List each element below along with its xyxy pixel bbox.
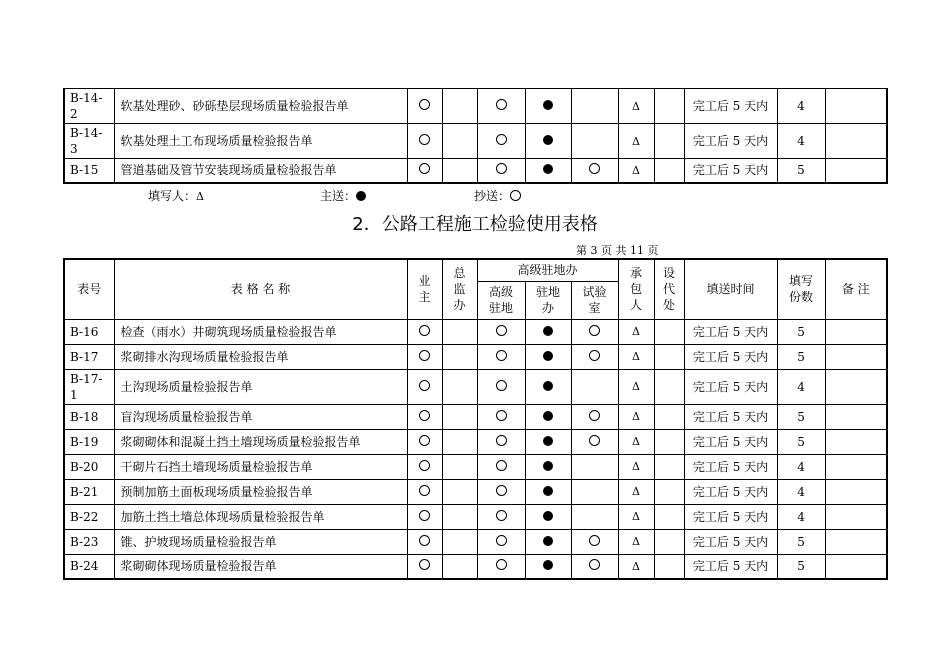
cell-resident-office — [525, 124, 571, 159]
cell-contractor — [618, 504, 654, 529]
row-code: B-19 — [64, 429, 114, 454]
header-remark: 备 注 — [825, 259, 887, 319]
open-circle-icon — [496, 435, 507, 446]
open-circle-icon — [419, 559, 430, 570]
open-circle-icon — [419, 99, 430, 110]
row-form-name: 软基处理砂、砂砾垫层现场质量检验报告单 — [114, 89, 407, 124]
row-form-name: 土沟现场质量检验报告单 — [114, 369, 407, 404]
triangle-icon: Δ — [632, 350, 640, 363]
cell-lab — [571, 89, 618, 124]
cell-owner — [407, 89, 442, 124]
open-circle-icon — [496, 510, 507, 521]
filled-circle-icon — [543, 100, 553, 110]
cell-remark — [825, 124, 887, 159]
cell-supervisor — [442, 89, 477, 124]
filled-circle-icon — [543, 381, 553, 391]
cell-resident-office — [525, 319, 571, 344]
cell-agent — [654, 369, 684, 404]
open-circle-icon — [496, 350, 507, 361]
row-code: B-14- 2 — [64, 89, 114, 124]
open-circle-icon — [496, 485, 507, 496]
cell-contractor — [618, 429, 654, 454]
row-code: B-18 — [64, 404, 114, 429]
header-lab: 试验 室 — [571, 281, 618, 319]
cell-agent — [654, 504, 684, 529]
header-supervisor: 总 监 办 — [442, 259, 477, 319]
inspection-forms-table — [63, 258, 888, 580]
filled-circle-icon — [543, 436, 553, 446]
row-code: B-22 — [64, 504, 114, 529]
cell-remark — [825, 429, 887, 454]
cell-lab — [571, 344, 618, 369]
cell-contractor — [618, 159, 654, 183]
cell-resident-office — [525, 479, 571, 504]
row-form-name: 预制加筋土面板现场质量检验报告单 — [114, 479, 407, 504]
cell-resident-office — [525, 344, 571, 369]
cell-agent — [654, 319, 684, 344]
row-code: B-17- 1 — [64, 369, 114, 404]
cell-resident-office — [525, 404, 571, 429]
open-circle-icon — [419, 485, 430, 496]
cell-resident — [477, 554, 525, 579]
row-send-time: 完工后 5 天内 — [684, 159, 777, 183]
cell-agent — [654, 159, 684, 183]
table-row — [64, 554, 887, 579]
cell-supervisor — [442, 369, 477, 404]
triangle-icon: Δ — [632, 559, 640, 573]
table-row — [64, 504, 887, 529]
open-circle-icon — [496, 99, 507, 110]
cell-contractor — [618, 369, 654, 404]
open-circle-icon — [496, 410, 507, 421]
row-copies: 5 — [777, 529, 825, 554]
table-row — [64, 404, 887, 429]
row-send-time: 完工后 5 天内 — [684, 319, 777, 344]
open-circle-icon — [419, 163, 430, 174]
cell-contractor — [618, 454, 654, 479]
row-send-time: 完工后 5 天内 — [684, 89, 777, 124]
cell-agent — [654, 344, 684, 369]
cell-supervisor — [442, 529, 477, 554]
filled-circle-icon — [543, 135, 553, 145]
cell-lab — [571, 159, 618, 183]
cell-contractor — [618, 344, 654, 369]
cell-lab — [571, 554, 618, 579]
open-circle-icon — [419, 510, 430, 521]
cell-contractor — [618, 529, 654, 554]
cell-supervisor — [442, 159, 477, 183]
filled-circle-icon — [543, 511, 553, 521]
triangle-icon: Δ — [632, 535, 640, 548]
cell-agent — [654, 89, 684, 124]
row-copies: 4 — [777, 504, 825, 529]
cell-owner — [407, 529, 442, 554]
row-code: B-17 — [64, 344, 114, 369]
cell-supervisor — [442, 429, 477, 454]
cell-resident — [477, 479, 525, 504]
row-code: B-20 — [64, 454, 114, 479]
cell-lab — [571, 429, 618, 454]
table-row — [64, 159, 887, 183]
triangle-icon: Δ — [632, 163, 640, 177]
row-code: B-14- 3 — [64, 124, 114, 159]
cell-resident-office — [525, 554, 571, 579]
cell-supervisor — [442, 344, 477, 369]
open-circle-icon — [496, 460, 507, 471]
open-circle-icon — [496, 559, 507, 570]
open-circle-icon — [496, 380, 507, 391]
row-code: B-24 — [64, 554, 114, 579]
cell-owner — [407, 454, 442, 479]
cell-remark — [825, 554, 887, 579]
open-circle-icon — [419, 410, 430, 421]
cell-resident — [477, 404, 525, 429]
cell-agent — [654, 124, 684, 159]
cell-supervisor — [442, 479, 477, 504]
row-send-time: 完工后 5 天内 — [684, 554, 777, 579]
cell-lab — [571, 479, 618, 504]
table-row — [64, 124, 887, 159]
cell-contractor — [618, 124, 654, 159]
filled-circle-icon — [543, 326, 553, 336]
cell-agent — [654, 529, 684, 554]
row-copies: 4 — [777, 89, 825, 124]
row-code: B-15 — [64, 159, 114, 183]
cell-contractor — [618, 554, 654, 579]
open-circle-icon — [419, 435, 430, 446]
row-code: B-21 — [64, 479, 114, 504]
row-form-name: 检查（雨水）井砌筑现场质量检验报告单 — [114, 319, 407, 344]
row-send-time: 完工后 5 天内 — [684, 404, 777, 429]
cell-remark — [825, 479, 887, 504]
open-circle-icon — [496, 535, 507, 546]
row-send-time: 完工后 5 天内 — [684, 124, 777, 159]
cell-owner — [407, 344, 442, 369]
header-send-time: 填送时间 — [684, 259, 777, 319]
open-circle-icon — [419, 134, 430, 145]
row-copies: 4 — [777, 124, 825, 159]
open-circle-icon — [589, 325, 600, 336]
open-circle-icon — [589, 163, 600, 174]
triangle-icon: Δ — [632, 99, 640, 113]
cell-supervisor — [442, 554, 477, 579]
filled-circle-icon — [543, 164, 553, 174]
table-row — [64, 319, 887, 344]
open-circle-icon — [496, 325, 507, 336]
cell-agent — [654, 404, 684, 429]
legend-cc: 抄送： — [474, 187, 521, 204]
row-form-name: 软基处理土工布现场质量检验报告单 — [114, 124, 407, 159]
row-copies: 4 — [777, 369, 825, 404]
continuation-table — [63, 88, 888, 184]
cell-supervisor — [442, 404, 477, 429]
cell-owner — [407, 404, 442, 429]
row-copies: 5 — [777, 344, 825, 369]
cell-remark — [825, 319, 887, 344]
open-circle-icon — [589, 350, 600, 361]
cell-resident — [477, 159, 525, 183]
row-form-name: 干砌片石挡土墙现场质量检验报告单 — [114, 454, 407, 479]
header-owner: 业 主 — [407, 259, 442, 319]
cell-owner — [407, 554, 442, 579]
header-resident-group: 高级驻地办 — [477, 259, 618, 281]
cell-resident — [477, 429, 525, 454]
triangle-icon: Δ — [632, 485, 640, 498]
open-circle-icon — [589, 410, 600, 421]
table-row — [64, 529, 887, 554]
open-circle-icon — [496, 163, 507, 174]
header-agent: 设 代 处 — [654, 259, 684, 319]
cell-owner — [407, 504, 442, 529]
cell-contractor — [618, 479, 654, 504]
cell-lab — [571, 124, 618, 159]
cell-agent — [654, 429, 684, 454]
row-copies: 4 — [777, 479, 825, 504]
cell-supervisor — [442, 454, 477, 479]
cell-resident-office — [525, 369, 571, 404]
cell-resident-office — [525, 504, 571, 529]
triangle-icon: Δ — [632, 380, 640, 393]
filled-circle-icon — [356, 191, 366, 201]
row-send-time: 完工后 5 天内 — [684, 479, 777, 504]
triangle-icon: Δ — [632, 325, 640, 338]
row-send-time: 完工后 5 天内 — [684, 529, 777, 554]
cell-resident — [477, 319, 525, 344]
row-copies: 5 — [777, 159, 825, 183]
cell-owner — [407, 479, 442, 504]
open-circle-icon — [496, 134, 507, 145]
open-circle-icon — [589, 535, 600, 546]
cell-resident — [477, 344, 525, 369]
cell-remark — [825, 89, 887, 124]
cell-agent — [654, 479, 684, 504]
triangle-icon: Δ — [632, 134, 640, 148]
open-circle-icon — [419, 325, 430, 336]
row-form-name: 管道基础及管节安装现场质量检验报告单 — [114, 159, 407, 183]
table-row — [64, 454, 887, 479]
filled-circle-icon — [543, 411, 553, 421]
open-circle-icon — [589, 435, 600, 446]
cell-lab — [571, 404, 618, 429]
cell-remark — [825, 369, 887, 404]
cell-remark — [825, 404, 887, 429]
cell-agent — [654, 454, 684, 479]
header-copies: 填写 份数 — [777, 259, 825, 319]
section-title: 2．公路工程施工检验使用表格 — [352, 214, 598, 235]
cell-lab — [571, 454, 618, 479]
row-form-name: 浆砌排水沟现场质量检验报告单 — [114, 344, 407, 369]
filled-circle-icon — [543, 461, 553, 471]
row-send-time: 完工后 5 天内 — [684, 344, 777, 369]
cell-contractor — [618, 319, 654, 344]
cell-resident-office — [525, 529, 571, 554]
cell-supervisor — [442, 504, 477, 529]
open-circle-icon — [419, 380, 430, 391]
cell-contractor — [618, 404, 654, 429]
table-row — [64, 89, 887, 124]
row-copies: 5 — [777, 319, 825, 344]
triangle-icon: Δ — [632, 460, 640, 473]
header-resident: 高级 驻地 — [477, 281, 525, 319]
cell-lab — [571, 529, 618, 554]
filled-circle-icon — [543, 560, 553, 570]
cell-resident-office — [525, 159, 571, 183]
table-row — [64, 479, 887, 504]
triangle-icon: Δ — [632, 410, 640, 423]
open-circle-icon — [510, 190, 521, 201]
row-form-name: 盲沟现场质量检验报告单 — [114, 404, 407, 429]
cell-resident — [477, 89, 525, 124]
table-row — [64, 344, 887, 369]
row-form-name: 加筋土挡土墙总体现场质量检验报告单 — [114, 504, 407, 529]
row-form-name: 浆砌砌体和混凝土挡土墙现场质量检验报告单 — [114, 429, 407, 454]
row-send-time: 完工后 5 天内 — [684, 454, 777, 479]
cell-remark — [825, 159, 887, 183]
cell-owner — [407, 159, 442, 183]
legend-line — [148, 187, 568, 205]
filled-circle-icon — [543, 536, 553, 546]
row-form-name: 锥、护坡现场质量检验报告单 — [114, 529, 407, 554]
cell-agent — [654, 554, 684, 579]
row-code: B-23 — [64, 529, 114, 554]
cell-remark — [825, 454, 887, 479]
cell-supervisor — [442, 319, 477, 344]
open-circle-icon — [419, 460, 430, 471]
open-circle-icon — [589, 559, 600, 570]
header-contractor: 承 包 人 — [618, 259, 654, 319]
row-copies: 5 — [777, 554, 825, 579]
cell-remark — [825, 529, 887, 554]
cell-owner — [407, 429, 442, 454]
cell-supervisor — [442, 124, 477, 159]
header-name: 表 格 名 称 — [114, 259, 407, 319]
open-circle-icon — [419, 350, 430, 361]
triangle-icon: Δ — [632, 435, 640, 448]
cell-resident — [477, 369, 525, 404]
filled-circle-icon — [543, 351, 553, 361]
header-resident-office: 驻地 办 — [525, 281, 571, 319]
triangle-icon: Δ — [632, 510, 640, 523]
header-code: 表号 — [64, 259, 114, 319]
cell-lab — [571, 504, 618, 529]
row-copies: 5 — [777, 429, 825, 454]
page-number: 第 3 页 共 11 页 — [576, 244, 659, 257]
row-copies: 4 — [777, 454, 825, 479]
cell-resident — [477, 504, 525, 529]
cell-resident — [477, 454, 525, 479]
cell-lab — [571, 319, 618, 344]
cell-owner — [407, 319, 442, 344]
cell-resident — [477, 529, 525, 554]
cell-lab — [571, 369, 618, 404]
row-send-time: 完工后 5 天内 — [684, 429, 777, 454]
cell-resident-office — [525, 454, 571, 479]
row-form-name: 浆砌砌体现场质量检验报告单 — [114, 554, 407, 579]
cell-owner — [407, 369, 442, 404]
cell-remark — [825, 344, 887, 369]
table-row — [64, 429, 887, 454]
row-copies: 5 — [777, 404, 825, 429]
row-send-time: 完工后 5 天内 — [684, 369, 777, 404]
legend-send: 主送： — [320, 187, 366, 204]
legend-filler: 填写人：Δ — [148, 189, 204, 203]
cell-contractor — [618, 89, 654, 124]
cell-resident-office — [525, 89, 571, 124]
cell-remark — [825, 504, 887, 529]
cell-resident — [477, 124, 525, 159]
cell-owner — [407, 124, 442, 159]
cell-resident-office — [525, 429, 571, 454]
row-code: B-16 — [64, 319, 114, 344]
filled-circle-icon — [543, 486, 553, 496]
open-circle-icon — [419, 535, 430, 546]
table-row — [64, 369, 887, 404]
row-send-time: 完工后 5 天内 — [684, 504, 777, 529]
